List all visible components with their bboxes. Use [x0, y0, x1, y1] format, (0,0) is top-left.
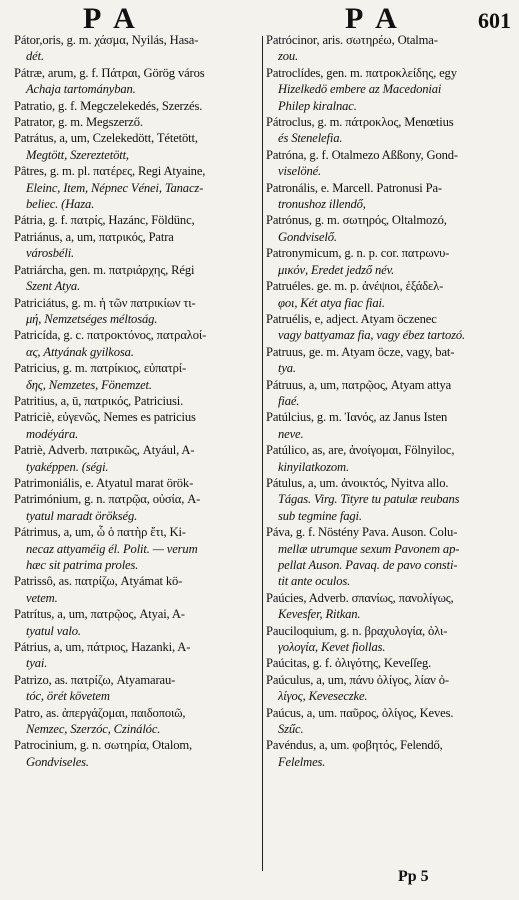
dictionary-entry — [266, 672, 512, 705]
dictionary-entry — [14, 229, 264, 262]
entry-headword-line: Patrónus, g. m. σωτηρός, Oltalmozó, — [266, 213, 447, 228]
entry-continuation: Philep kiralnac. — [278, 98, 357, 113]
dictionary-entry — [14, 606, 264, 639]
entry-continuation: zou. — [278, 49, 299, 64]
page-number: 601 — [478, 8, 511, 33]
entry-continuation: tyatul valo. — [26, 623, 81, 638]
entry-continuation: mellæ utrumque sexum Pavonem ap- — [278, 541, 460, 556]
entry-headword-line: Patruéles. ge. m. p. ἀνέψιοι, ἐξάδελ- — [266, 279, 444, 294]
entry-headword-line: Patrimoniális, e. Atyatul marat örök- — [14, 475, 194, 490]
entry-continuation: Megtött, Szereztetött, — [26, 147, 129, 162]
entry-continuation: δης, Nemzetes, Fönemzet. — [26, 377, 152, 392]
entry-headword-line: Patriè, Adverb. πατρικῶς, Atyául, A- — [14, 443, 195, 458]
entry-headword-line: Patrator, g. m. Megszerző. — [14, 115, 143, 130]
entry-continuation: Szent Atya. — [26, 279, 81, 294]
dictionary-entry — [14, 573, 264, 606]
dictionary-entry — [266, 655, 512, 671]
entry-continuation: Szűc. — [278, 722, 304, 737]
page-header — [0, 2, 519, 36]
entry-headword-line: Patrátus, a, um, Czelekedött, Tétetött, — [14, 131, 198, 146]
entry-headword-line: Patriánus, a, um, πατρικός, Patra — [14, 229, 174, 244]
entry-continuation: tronushoz illendő, — [278, 197, 366, 212]
entry-headword-line: Patratio, g. f. Megczelekedés, Szerzés. — [14, 98, 203, 113]
dictionary-columns — [0, 32, 519, 872]
entry-continuation: μικόν, Eredet jedző név. — [278, 262, 395, 277]
entry-continuation: γολογία, Kevet fiollas. — [278, 640, 386, 655]
entry-headword-line: Patróna, g. f. Otalmezo Aßßony, Gond- — [266, 147, 458, 162]
dictionary-entry — [266, 737, 512, 770]
dictionary-entry — [14, 32, 264, 65]
entry-headword-line: Patro, as. ἀπεργάζομαι, παιδοποιῶ, — [14, 705, 186, 720]
running-head-left: PA — [83, 2, 149, 35]
entry-headword-line: Patroclídes, gen. m. πατροκλείδης, egy — [266, 65, 457, 80]
dictionary-entry — [14, 212, 264, 228]
entry-continuation: vagy battyamaz fia, vagy ébez tartozó. — [278, 328, 466, 343]
right-column — [266, 32, 512, 770]
entry-continuation: viselöné. — [278, 164, 322, 179]
dictionary-entry — [266, 623, 512, 656]
entry-headword-line: Pauciloquium, g. n. βραχυλογία, ὀλι- — [266, 623, 448, 638]
entry-headword-line: Patrizo, as. πατρίζω, Atyamarau- — [14, 672, 176, 687]
entry-headword-line: Pátræ, arum, g. f. Πάτραι, Görög város — [14, 65, 205, 80]
dictionary-entry — [266, 147, 512, 180]
dictionary-entry — [266, 212, 512, 245]
entry-continuation: pellat Auson. Pavaq. de pavo consti- — [278, 558, 458, 572]
dictionary-entry — [266, 524, 512, 590]
dictionary-entry — [266, 245, 512, 278]
entry-continuation: Achaja tartományban. — [26, 82, 136, 97]
entry-headword-line: Patronymicum, g. n. p. cor. πατρωνυ- — [266, 246, 450, 261]
dictionary-entry — [14, 360, 264, 393]
entry-headword-line: Patúlico, as, are, ἀνοίγομαι, Fölnyiloc, — [266, 443, 455, 458]
entry-continuation: modéyára. — [26, 426, 79, 441]
entry-continuation: Hizelkedö embere az Macedoniai — [278, 82, 442, 97]
entry-headword-line: Patronális, e. Marcell. Patronusi Pa- — [266, 180, 442, 195]
entry-continuation: μή, Nemzetséges méltoság. — [26, 311, 158, 326]
entry-continuation: fiaé. — [278, 393, 300, 408]
entry-continuation: Kevesfer, Ritkan. — [278, 607, 361, 622]
entry-continuation: Tágas. Virg. Tityre tu patulæ reubans — [278, 492, 460, 507]
entry-headword-line: Paúculus, a, um, πάνυ ὀλίγος, λίαν ὀ- — [266, 672, 449, 687]
dictionary-entry — [14, 442, 264, 475]
entry-headword-line: Paúcitas, g. f. ὀλιγότης, Keveſſeg. — [266, 656, 432, 671]
entry-headword-line: Patúlcius, g. m. Ἰανός, az Janus Isten — [266, 410, 448, 425]
entry-continuation: necaz attyaméig él. Polit. — verum — [26, 541, 198, 556]
dictionary-entry — [14, 327, 264, 360]
dictionary-entry — [266, 442, 512, 475]
dictionary-entry — [266, 278, 512, 311]
entry-headword-line: Patriciè, εὐγενῶς, Nemes es patricius — [14, 410, 196, 425]
entry-headword-line: Patrítus, a, um, πατρῷος, Atyai, A- — [14, 607, 185, 622]
entry-headword-line: Paúcies, Adverb. σπανίως, πανολίγως, — [266, 590, 454, 605]
dictionary-entry — [14, 163, 264, 212]
dictionary-entry — [14, 114, 264, 130]
dictionary-entry — [14, 262, 264, 295]
dictionary-entry — [14, 393, 264, 409]
entry-continuation: tyaképpen. (ségi. — [26, 459, 109, 474]
dictionary-entry — [14, 295, 264, 328]
dictionary-entry — [266, 590, 512, 623]
entry-headword-line: Pátria, g. f. πατρίς, Hazánc, Földünc, — [14, 213, 195, 228]
entry-continuation: városbéli. — [26, 246, 75, 261]
entry-continuation: kinyilatkozom. — [278, 459, 349, 474]
entry-continuation: tóc, örét követem — [26, 689, 110, 704]
dictionary-entry — [266, 180, 512, 213]
dictionary-entry — [14, 409, 264, 442]
entry-headword-line: Patrocinium, g. n. σωτηρία, Otalom, — [14, 738, 193, 753]
page-footer — [0, 868, 519, 890]
entry-continuation: tyatul maradt örökség. — [26, 508, 138, 523]
entry-continuation: és Stenelefia. — [278, 131, 343, 146]
entry-continuation: beliec. (Haza. — [26, 197, 95, 212]
entry-headword-line: Patriciátus, g. m. ἡ τῶν πατρικίων τι- — [14, 295, 196, 310]
entry-continuation: ας, Attyának gyilkosa. — [26, 344, 134, 359]
entry-continuation: φοι, Két atya fiac fiai. — [278, 295, 385, 310]
entry-headword-line: Patruus, ge. m. Atyam öcze, vagy, bat- — [266, 344, 455, 359]
dictionary-entry — [266, 377, 512, 410]
entry-headword-line: Pátulus, a, um. ἀνοικτός, Nyitva allo. — [266, 475, 449, 490]
entry-headword-line: Pátruus, a, um, πατρῷος, Atyam attya — [266, 377, 452, 392]
dictionary-entry — [266, 311, 512, 344]
entry-continuation: Eleinc, Item, Népnec Vénei, Tanacz- — [26, 180, 204, 195]
entry-continuation: Gondviseles. — [26, 754, 89, 769]
entry-headword-line: Patrissô, as. πατρίζω, Atyámat kö- — [14, 574, 183, 589]
entry-headword-line: Páva, g. f. Nöstény Pava. Auson. Colu- — [266, 525, 458, 540]
entry-continuation: neve. — [278, 426, 304, 441]
entry-continuation: Gondviselő. — [278, 229, 337, 244]
entry-continuation: tyai. — [26, 656, 48, 671]
entry-continuation: vetem. — [26, 590, 58, 605]
dictionary-entry — [266, 475, 512, 524]
dictionary-entry — [266, 705, 512, 738]
entry-continuation: sub tegmine fagi. — [278, 508, 362, 523]
entry-continuation: Felelmes. — [278, 754, 326, 769]
dictionary-entry — [266, 65, 512, 114]
running-head-right: PA — [345, 2, 411, 35]
dictionary-entry — [14, 98, 264, 114]
entry-continuation: hæc sit patrima proles. — [26, 558, 139, 572]
entry-headword-line: Patricius, g. m. πατρίκιος, εὐπατρί- — [14, 361, 187, 376]
entry-headword-line: Pavéndus, a, um. φοβητός, Felendő, — [266, 738, 443, 753]
dictionary-entry — [14, 65, 264, 98]
entry-continuation: λίγος, Keveseczke. — [278, 689, 368, 704]
entry-headword-line: Pátroclus, g. m. πάτροκλος, Menœtius — [266, 115, 454, 130]
entry-headword-line: Patruélis, e, adject. Atyam öczenec — [266, 311, 437, 326]
dictionary-entry — [14, 639, 264, 672]
dictionary-entry — [266, 409, 512, 442]
left-column — [14, 32, 264, 770]
entry-headword-line: Pátrius, a, um, πάτριος, Hazanki, A- — [14, 640, 191, 655]
column-divider — [262, 36, 263, 871]
dictionary-entry — [266, 114, 512, 147]
entry-continuation: tit ante oculos. — [278, 574, 351, 589]
dictionary-entry — [266, 344, 512, 377]
entry-continuation: tya. — [278, 361, 296, 376]
entry-headword-line: Pátrimus, a, um, ὧ ὁ πατὴρ ἔτι, Ki- — [14, 525, 186, 540]
entry-continuation: Nemzec, Szerzóc, Czinálóc. — [26, 722, 161, 737]
entry-headword-line: Patrócinor, aris. σωτηρέω, Otalma- — [266, 33, 438, 47]
dictionary-entry — [14, 130, 264, 163]
dictionary-entry — [14, 475, 264, 491]
entry-headword-line: Patricída, g. c. πατροκτόνος, πατραλοί- — [14, 328, 207, 343]
signature-mark: Pp 5 — [398, 868, 429, 885]
entry-headword-line: Pátor,oris, g. m. χάσμα, Nyilás, Hasa- — [14, 33, 199, 47]
entry-headword-line: Patritius, a, ū, πατρικός, Patriciusi. — [14, 393, 184, 408]
entry-headword-line: Pâtres, g. m. pl. πατέρες, Regi Atyaine, — [14, 164, 206, 179]
dictionary-entry — [14, 524, 264, 573]
entry-headword-line: Patrimónium, g. n. πατρῷα, οὐσία, A- — [14, 492, 201, 507]
dictionary-entry — [14, 705, 264, 738]
entry-headword-line: Paúcus, a, um. παῦρος, ὀλίγος, Keves. — [266, 705, 454, 720]
dictionary-entry — [14, 737, 264, 770]
dictionary-entry — [14, 491, 264, 524]
dictionary-entry — [266, 32, 512, 65]
entry-headword-line: Patriárcha, gen. m. πατριάρχης, Régi — [14, 262, 195, 277]
dictionary-entry — [14, 672, 264, 705]
entry-continuation: dét. — [26, 49, 44, 64]
